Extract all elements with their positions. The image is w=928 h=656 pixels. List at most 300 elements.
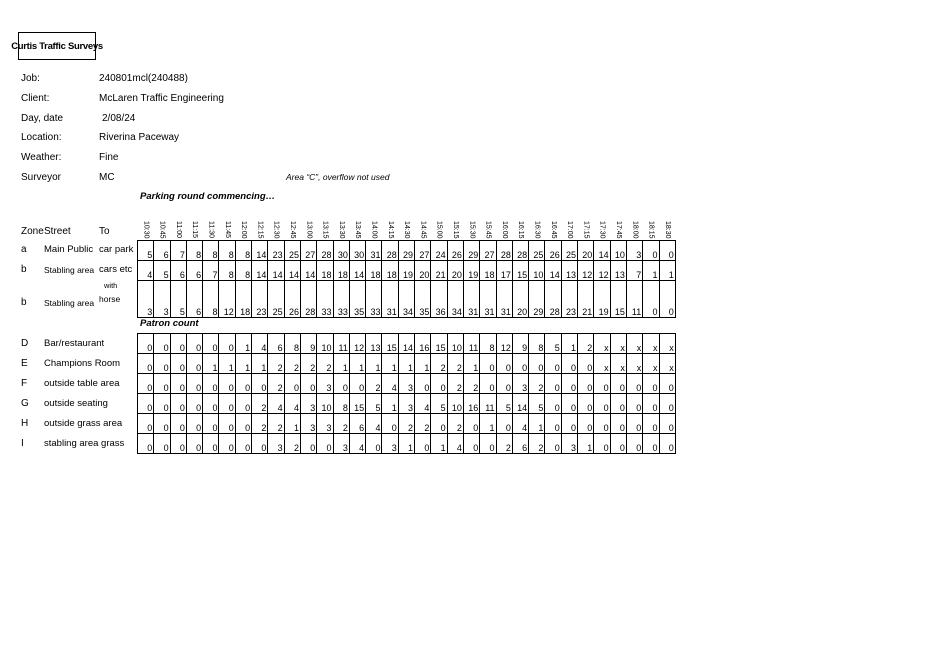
to-label: cars etc [99, 264, 133, 275]
count-cell: 10 [447, 334, 463, 354]
count-cell: 0 [561, 394, 577, 414]
day-label: Day, date [21, 113, 64, 124]
area-label: Bar/restaurant [44, 338, 105, 349]
count-cell: 16 [415, 334, 431, 354]
count-cell: 11 [333, 334, 349, 354]
count-cell: 2 [252, 394, 268, 414]
count-cell: 0 [203, 394, 219, 414]
count-cell: 1 [643, 261, 659, 281]
count-cell: 14 [398, 334, 414, 354]
count-cell: 11 [463, 334, 479, 354]
count-cell: 2 [447, 374, 463, 394]
count-cell: 23 [252, 281, 268, 318]
count-cell: 6 [186, 281, 202, 318]
count-cell: 25 [268, 281, 284, 318]
count-cell: 0 [170, 414, 186, 434]
count-cell: 1 [398, 354, 414, 374]
count-cell: 13 [561, 261, 577, 281]
street-label: Stabling area [44, 265, 95, 275]
time-header: 16:00 [500, 221, 508, 239]
count-cell: 21 [578, 281, 594, 318]
count-cell: x [610, 354, 626, 374]
count-cell: 0 [154, 394, 170, 414]
area-note: Area “C”, overflow not used [286, 172, 390, 182]
count-cell: 1 [382, 354, 398, 374]
count-cell: 10 [317, 394, 333, 414]
time-header: 18:00 [631, 221, 639, 239]
job-value: 240801mcl(240488) [99, 73, 188, 84]
count-cell: 14 [512, 394, 528, 414]
count-cell: 1 [529, 414, 545, 434]
count-cell: 3 [626, 241, 642, 261]
count-cell: 35 [415, 281, 431, 318]
count-cell: x [643, 354, 659, 374]
count-cell: 10 [529, 261, 545, 281]
count-cell: 8 [235, 261, 251, 281]
zone-label: I [21, 438, 24, 449]
count-cell: 11 [480, 394, 496, 414]
count-cell: 8 [219, 261, 235, 281]
count-cell: 0 [545, 434, 561, 454]
count-cell: x [626, 354, 642, 374]
count-cell: 29 [398, 241, 414, 261]
time-header: 16:45 [549, 221, 557, 239]
count-cell: 0 [594, 434, 610, 454]
count-cell: 19 [398, 261, 414, 281]
count-cell: 4 [284, 394, 300, 414]
count-cell: 17 [496, 261, 512, 281]
count-cell: 8 [235, 241, 251, 261]
location-label: Location: [21, 132, 62, 143]
count-cell: 26 [284, 281, 300, 318]
count-cell: 20 [415, 261, 431, 281]
count-cell: 0 [138, 354, 154, 374]
count-cell: 12 [349, 334, 365, 354]
count-cell: 3 [317, 414, 333, 434]
parking-heading: Parking round commencing… [140, 191, 276, 202]
count-cell: 0 [561, 414, 577, 434]
count-cell: 8 [186, 241, 202, 261]
count-cell: 0 [594, 374, 610, 394]
table-row [138, 241, 676, 261]
count-cell: 25 [529, 241, 545, 261]
area-label: Champions Room [44, 358, 121, 369]
time-header: 10:30 [142, 221, 150, 239]
count-cell: 1 [463, 354, 479, 374]
table-row [138, 261, 676, 281]
count-cell: 27 [300, 241, 316, 261]
count-cell: 0 [219, 334, 235, 354]
count-cell: x [659, 334, 675, 354]
count-cell: 18 [382, 261, 398, 281]
count-cell: 20 [578, 241, 594, 261]
time-header: 17:45 [614, 221, 622, 239]
count-cell: 0 [154, 434, 170, 454]
count-cell: 0 [284, 374, 300, 394]
count-cell: 0 [349, 374, 365, 394]
count-cell: 13 [610, 261, 626, 281]
count-cell: 0 [219, 414, 235, 434]
count-cell: 1 [431, 434, 447, 454]
count-cell: 14 [268, 261, 284, 281]
count-cell: 1 [349, 354, 365, 374]
count-cell: 2 [300, 354, 316, 374]
count-cell: 28 [545, 281, 561, 318]
zone-label: F [21, 378, 28, 389]
street-label: Stabling area [44, 298, 95, 308]
time-header: 16:15 [517, 221, 525, 239]
count-cell: 18 [235, 281, 251, 318]
time-header: 14:15 [386, 221, 394, 239]
count-cell: 0 [545, 374, 561, 394]
count-cell: 0 [154, 374, 170, 394]
count-cell: 3 [138, 281, 154, 318]
count-cell: 11 [626, 281, 642, 318]
count-cell: 0 [154, 354, 170, 374]
count-cell: 0 [545, 414, 561, 434]
count-cell: 23 [561, 281, 577, 318]
count-cell: 0 [219, 374, 235, 394]
count-cell: 2 [268, 354, 284, 374]
count-cell: 13 [366, 334, 382, 354]
zone-label: D [21, 338, 29, 349]
count-cell: 1 [382, 394, 398, 414]
count-cell: 0 [643, 434, 659, 454]
time-header: 14:45 [419, 221, 427, 239]
time-header: 13:30 [337, 221, 345, 239]
street-header: Street [44, 226, 71, 237]
count-cell: 9 [300, 334, 316, 354]
count-cell: 0 [561, 354, 577, 374]
count-cell: 0 [610, 374, 626, 394]
count-cell: 1 [203, 354, 219, 374]
time-header: 11:30 [207, 221, 215, 238]
count-cell: 0 [496, 354, 512, 374]
count-cell: 0 [203, 334, 219, 354]
patron-heading: Patron count [140, 318, 199, 329]
count-cell: 0 [415, 434, 431, 454]
count-cell: 0 [431, 374, 447, 394]
parking-table [137, 240, 676, 318]
count-cell: 25 [561, 241, 577, 261]
to-label-top: with [104, 281, 118, 290]
count-cell: 7 [170, 241, 186, 261]
count-cell: 36 [431, 281, 447, 318]
zone-label: G [21, 398, 29, 409]
count-cell: 2 [447, 414, 463, 434]
count-cell: 10 [610, 241, 626, 261]
count-cell: 0 [186, 374, 202, 394]
surveyor-value: MC [99, 172, 115, 183]
count-cell: 6 [349, 414, 365, 434]
count-cell: 33 [333, 281, 349, 318]
count-cell: 29 [463, 241, 479, 261]
count-cell: x [610, 334, 626, 354]
count-cell: 4 [268, 394, 284, 414]
count-cell: 18 [333, 261, 349, 281]
count-cell: 0 [659, 434, 675, 454]
count-cell: 3 [268, 434, 284, 454]
count-cell: 0 [203, 414, 219, 434]
count-cell: 4 [366, 414, 382, 434]
count-cell: 8 [333, 394, 349, 414]
count-cell: 16 [463, 394, 479, 414]
count-cell: 0 [643, 281, 659, 318]
time-header: 15:30 [468, 221, 476, 239]
count-cell: 28 [382, 241, 398, 261]
count-cell: 12 [594, 261, 610, 281]
time-header: 14:30 [403, 221, 411, 239]
count-cell: 23 [268, 241, 284, 261]
time-header: 11:15 [191, 221, 199, 238]
count-cell: 1 [366, 354, 382, 374]
count-cell: 0 [626, 414, 642, 434]
count-cell: 0 [643, 374, 659, 394]
count-cell: 2 [333, 414, 349, 434]
count-cell: 0 [545, 394, 561, 414]
count-cell: x [626, 334, 642, 354]
count-cell: 8 [284, 334, 300, 354]
zone-label: H [21, 418, 29, 429]
count-cell: 0 [578, 374, 594, 394]
count-cell: 3 [300, 414, 316, 434]
count-cell: 26 [447, 241, 463, 261]
count-cell: 0 [431, 414, 447, 434]
count-cell: 20 [512, 281, 528, 318]
count-cell: 4 [512, 414, 528, 434]
count-cell: 6 [186, 261, 202, 281]
count-cell: 2 [496, 434, 512, 454]
count-cell: 2 [578, 334, 594, 354]
count-cell: 31 [382, 281, 398, 318]
count-cell: 3 [398, 394, 414, 414]
count-cell: 2 [431, 354, 447, 374]
table-row [138, 354, 676, 374]
count-cell: 15 [382, 334, 398, 354]
count-cell: 8 [203, 281, 219, 318]
count-cell: 0 [186, 334, 202, 354]
weather-label: Weather: [21, 152, 62, 163]
time-header: 15:15 [451, 221, 459, 239]
count-cell: 6 [170, 261, 186, 281]
time-header: 13:15 [321, 221, 329, 239]
table-row [138, 374, 676, 394]
count-cell: 0 [138, 434, 154, 454]
count-cell: 0 [480, 354, 496, 374]
count-cell: 6 [154, 241, 170, 261]
count-cell: 0 [219, 434, 235, 454]
count-cell: 8 [203, 241, 219, 261]
count-cell: 0 [300, 374, 316, 394]
count-cell: 0 [610, 394, 626, 414]
count-cell: 0 [170, 334, 186, 354]
count-cell: 0 [659, 281, 675, 318]
count-cell: 12 [578, 261, 594, 281]
count-cell: 27 [415, 241, 431, 261]
count-cell: 14 [252, 261, 268, 281]
count-cell: 0 [138, 394, 154, 414]
table-row [138, 334, 676, 354]
count-cell: 19 [463, 261, 479, 281]
count-cell: 2 [317, 354, 333, 374]
count-cell: 0 [235, 374, 251, 394]
count-cell: 0 [626, 434, 642, 454]
count-cell: 33 [366, 281, 382, 318]
count-cell: 2 [529, 434, 545, 454]
count-cell: 6 [512, 434, 528, 454]
area-label: outside table area [44, 378, 120, 389]
count-cell: 26 [545, 241, 561, 261]
count-cell: 2 [529, 374, 545, 394]
area-label: outside grass area [44, 418, 123, 429]
count-cell: 0 [333, 374, 349, 394]
count-cell: 0 [480, 434, 496, 454]
count-cell: x [643, 334, 659, 354]
count-cell: 3 [561, 434, 577, 454]
count-cell: 3 [317, 374, 333, 394]
time-header: 17:15 [582, 221, 590, 239]
count-cell: 0 [154, 334, 170, 354]
zone-label: b [21, 264, 27, 275]
count-cell: 0 [366, 434, 382, 454]
count-cell: 19 [594, 281, 610, 318]
count-cell: 2 [398, 414, 414, 434]
count-cell: 0 [463, 414, 479, 434]
table-row [138, 414, 676, 434]
count-cell: 0 [578, 394, 594, 414]
count-cell: 27 [480, 241, 496, 261]
count-cell: 0 [252, 434, 268, 454]
time-header: 14:00 [370, 221, 378, 239]
count-cell: 0 [235, 394, 251, 414]
time-header: 18:15 [647, 221, 655, 239]
count-cell: 2 [284, 354, 300, 374]
time-header: 10:45 [158, 221, 166, 239]
count-cell: 1 [415, 354, 431, 374]
count-cell: 1 [284, 414, 300, 434]
count-cell: 0 [170, 354, 186, 374]
count-cell: 0 [252, 374, 268, 394]
time-header: 15:45 [484, 221, 492, 239]
job-label: Job: [21, 73, 40, 84]
count-cell: 14 [252, 241, 268, 261]
time-header: 11:45 [223, 221, 231, 238]
count-cell: 0 [578, 414, 594, 434]
count-cell: 30 [333, 241, 349, 261]
count-cell: 28 [317, 241, 333, 261]
count-cell: 28 [300, 281, 316, 318]
count-cell: 1 [235, 354, 251, 374]
count-cell: 0 [235, 414, 251, 434]
client-value: McLaren Traffic Engineering [99, 93, 224, 104]
time-header: 17:00 [566, 221, 574, 239]
count-cell: 7 [626, 261, 642, 281]
count-cell: 1 [219, 354, 235, 374]
count-cell: 30 [349, 241, 365, 261]
count-cell: 35 [349, 281, 365, 318]
time-header: 12:15 [256, 221, 264, 239]
count-cell: 1 [659, 261, 675, 281]
count-cell: x [594, 354, 610, 374]
count-cell: 0 [203, 434, 219, 454]
count-cell: 0 [561, 374, 577, 394]
count-cell: 2 [463, 374, 479, 394]
count-cell: 6 [268, 334, 284, 354]
weather-value: Fine [99, 152, 119, 163]
count-cell: 2 [268, 414, 284, 434]
count-cell: x [659, 354, 675, 374]
table-row [138, 434, 676, 454]
count-cell: 5 [138, 241, 154, 261]
time-header: 12:00 [240, 221, 248, 239]
count-cell: 34 [398, 281, 414, 318]
count-cell: 1 [398, 434, 414, 454]
count-cell: 0 [138, 334, 154, 354]
client-label: Client: [21, 93, 50, 104]
count-cell: 0 [170, 394, 186, 414]
count-cell: 0 [659, 414, 675, 434]
company-logo: Curtis Traffic Surveys [18, 32, 96, 60]
count-cell: 14 [545, 261, 561, 281]
count-cell: 0 [659, 394, 675, 414]
count-cell: 5 [170, 281, 186, 318]
patron-table [137, 333, 676, 454]
count-cell: 2 [284, 434, 300, 454]
zone-label: a [21, 244, 27, 255]
count-cell: 34 [447, 281, 463, 318]
count-cell: 14 [300, 261, 316, 281]
time-header: 12:45 [288, 221, 296, 239]
count-cell: 29 [529, 281, 545, 318]
area-label: stabling area grass [44, 438, 125, 449]
count-cell: 5 [496, 394, 512, 414]
count-cell: 1 [480, 414, 496, 434]
count-cell: 28 [496, 241, 512, 261]
count-cell: 31 [480, 281, 496, 318]
time-header: 11:00 [174, 221, 182, 238]
to-label: car park [99, 244, 134, 255]
count-cell: 28 [512, 241, 528, 261]
count-cell: 0 [480, 374, 496, 394]
count-cell: 4 [138, 261, 154, 281]
count-cell: 0 [610, 414, 626, 434]
count-cell: 2 [415, 414, 431, 434]
count-cell: 2 [366, 374, 382, 394]
count-cell: 18 [480, 261, 496, 281]
count-cell: 2 [447, 354, 463, 374]
count-cell: 5 [366, 394, 382, 414]
count-cell: 14 [349, 261, 365, 281]
count-cell: 4 [349, 434, 365, 454]
count-cell: 4 [252, 334, 268, 354]
count-cell: 1 [561, 334, 577, 354]
count-cell: 0 [300, 434, 316, 454]
count-cell: 0 [659, 374, 675, 394]
time-header: 15:00 [435, 221, 443, 239]
count-cell: 0 [138, 414, 154, 434]
count-cell: 0 [610, 434, 626, 454]
time-header: 16:30 [533, 221, 541, 239]
count-cell: 1 [235, 334, 251, 354]
count-cell: 15 [512, 261, 528, 281]
count-cell: 0 [317, 434, 333, 454]
count-cell: 0 [529, 354, 545, 374]
time-header: 13:00 [305, 221, 313, 239]
to-label: horse [99, 294, 121, 304]
count-cell: 1 [333, 354, 349, 374]
count-cell: 0 [594, 414, 610, 434]
count-cell: 0 [235, 434, 251, 454]
